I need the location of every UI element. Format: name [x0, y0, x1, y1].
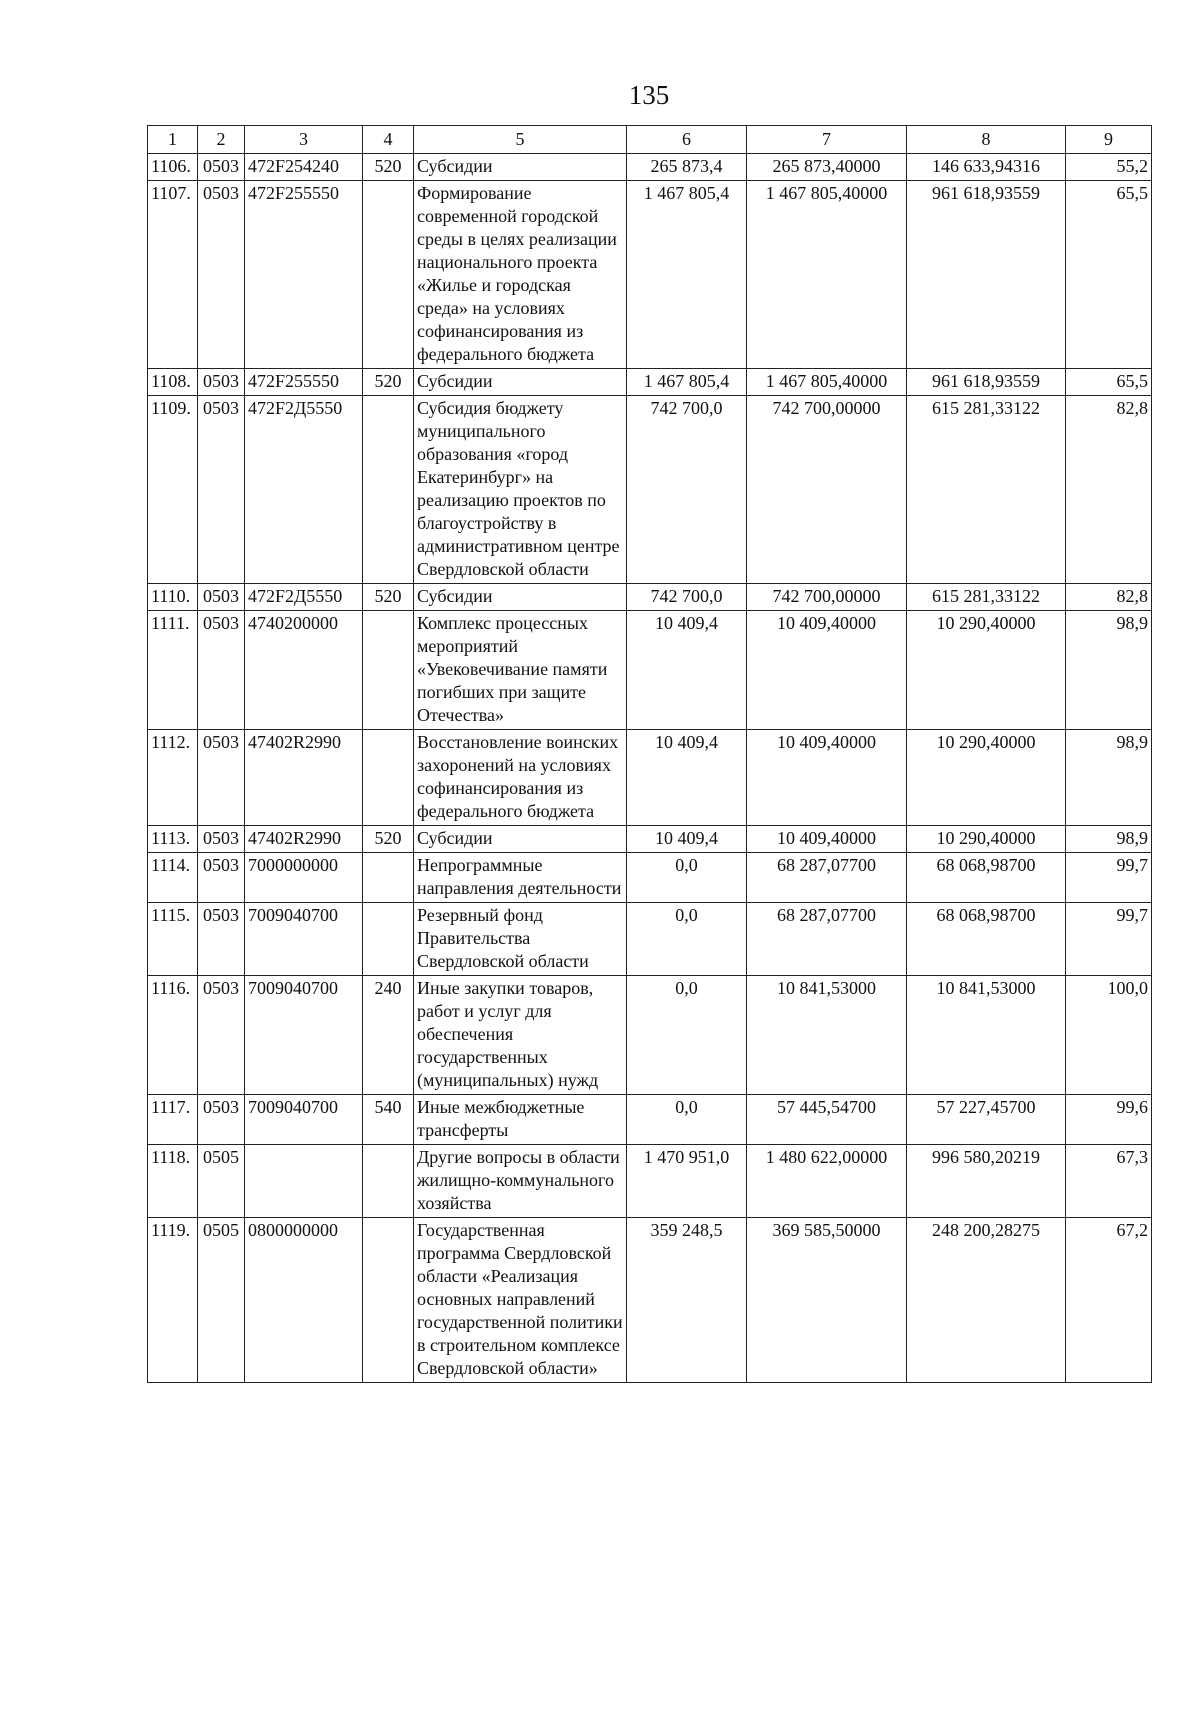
budget-allocation: 1 480 622,00000: [747, 1145, 907, 1218]
approved-amount: 1 470 951,0: [627, 1145, 747, 1218]
row-number: 1117.: [148, 1095, 198, 1145]
executed-amount: 10 290,40000: [907, 826, 1066, 853]
item-name: Комплекс процессных мероприятий «Увековечивание памяти погибших при защите Отечества»: [414, 611, 627, 730]
section-code: 0503: [198, 1095, 245, 1145]
budget-allocation: 57 445,54700: [747, 1095, 907, 1145]
expense-type-code: 520: [363, 826, 414, 853]
expense-type-code: 520: [363, 584, 414, 611]
item-name: Формирование современной городской среды в целях реализации национального проекта «Жилье и городская среда» на условиях софинансирования из федерального бюджета: [414, 181, 627, 369]
target-article-code: 472F2Д5550: [245, 584, 363, 611]
expense-type-code: [363, 853, 414, 903]
approved-amount: 0,0: [627, 976, 747, 1095]
item-name: Государственная программа Свердловской области «Реализация основных направлений государственной политики в строительном комплексе Свердловской области»: [414, 1218, 627, 1383]
approved-amount: 10 409,4: [627, 826, 747, 853]
row-number: 1109.: [148, 396, 198, 584]
table-row: [148, 1218, 1152, 1383]
item-name: Другие вопросы в области жилищно-коммунального хозяйства: [414, 1145, 627, 1218]
section-code: 0503: [198, 903, 245, 976]
approved-amount: 1 467 805,4: [627, 369, 747, 396]
budget-allocation: 10 409,40000: [747, 730, 907, 826]
item-name: Субсидия бюджету муниципального образования «город Екатеринбург» на реализацию проектов по благоустройству в административном центре Свердловской области: [414, 396, 627, 584]
item-name: Непрограммные направления деятельности: [414, 853, 627, 903]
item-name: Восстановление воинских захоронений на условиях софинансирования из федерального бюджета: [414, 730, 627, 826]
execution-percent: 100,0: [1066, 976, 1152, 1095]
budget-table: [147, 125, 1152, 1383]
target-article-code: 47402R2990: [245, 826, 363, 853]
table-row: [148, 1095, 1152, 1145]
executed-amount: 10 290,40000: [907, 611, 1066, 730]
execution-percent: 99,7: [1066, 853, 1152, 903]
executed-amount: 615 281,33122: [907, 396, 1066, 584]
approved-amount: 0,0: [627, 853, 747, 903]
column-header: 2: [198, 126, 245, 154]
section-code: 0505: [198, 1218, 245, 1383]
executed-amount: 961 618,93559: [907, 181, 1066, 369]
table-row: [148, 369, 1152, 396]
row-number: 1113.: [148, 826, 198, 853]
execution-percent: 67,3: [1066, 1145, 1152, 1218]
item-name: Субсидии: [414, 584, 627, 611]
row-number: 1112.: [148, 730, 198, 826]
executed-amount: 10 290,40000: [907, 730, 1066, 826]
expense-type-code: [363, 1218, 414, 1383]
expense-type-code: 540: [363, 1095, 414, 1145]
table-row: [148, 181, 1152, 369]
target-article-code: 472F2Д5550: [245, 396, 363, 584]
expense-type-code: 520: [363, 369, 414, 396]
budget-allocation: 369 585,50000: [747, 1218, 907, 1383]
approved-amount: 10 409,4: [627, 730, 747, 826]
expense-type-code: [363, 1145, 414, 1218]
item-name: Субсидии: [414, 826, 627, 853]
column-header: 4: [363, 126, 414, 154]
expense-type-code: [363, 730, 414, 826]
table-row: [148, 730, 1152, 826]
table-row: [148, 611, 1152, 730]
approved-amount: 742 700,0: [627, 584, 747, 611]
item-name: Иные межбюджетные трансферты: [414, 1095, 627, 1145]
section-code: 0503: [198, 976, 245, 1095]
target-article-code: 4740200000: [245, 611, 363, 730]
section-code: 0503: [198, 396, 245, 584]
table-row: [148, 976, 1152, 1095]
row-number: 1106.: [148, 154, 198, 181]
budget-allocation: 68 287,07700: [747, 853, 907, 903]
budget-allocation: 10 409,40000: [747, 826, 907, 853]
execution-percent: 99,7: [1066, 903, 1152, 976]
row-number: 1119.: [148, 1218, 198, 1383]
execution-percent: 98,9: [1066, 611, 1152, 730]
budget-allocation: 1 467 805,40000: [747, 181, 907, 369]
item-name: Иные закупки товаров, работ и услуг для обеспечения государственных (муниципальных) нужд: [414, 976, 627, 1095]
budget-allocation: 68 287,07700: [747, 903, 907, 976]
column-header: 1: [148, 126, 198, 154]
row-number: 1115.: [148, 903, 198, 976]
expense-type-code: [363, 903, 414, 976]
row-number: 1111.: [148, 611, 198, 730]
section-code: 0503: [198, 730, 245, 826]
section-code: 0503: [198, 369, 245, 396]
executed-amount: 248 200,28275: [907, 1218, 1066, 1383]
executed-amount: 10 841,53000: [907, 976, 1066, 1095]
budget-allocation: 742 700,00000: [747, 396, 907, 584]
target-article-code: 7000000000: [245, 853, 363, 903]
target-article-code: [245, 1145, 363, 1218]
approved-amount: 359 248,5: [627, 1218, 747, 1383]
table-row: [148, 154, 1152, 181]
row-number: 1118.: [148, 1145, 198, 1218]
column-header: 8: [907, 126, 1066, 154]
executed-amount: 615 281,33122: [907, 584, 1066, 611]
execution-percent: 65,5: [1066, 181, 1152, 369]
table-row: [148, 396, 1152, 584]
item-name: Резервный фонд Правительства Свердловской области: [414, 903, 627, 976]
expense-type-code: 240: [363, 976, 414, 1095]
table-body: [148, 154, 1152, 1383]
executed-amount: 146 633,94316: [907, 154, 1066, 181]
page-number: 135: [628, 80, 670, 110]
target-article-code: 7009040700: [245, 976, 363, 1095]
target-article-code: 7009040700: [245, 1095, 363, 1145]
section-code: 0505: [198, 1145, 245, 1218]
section-code: 0503: [198, 181, 245, 369]
section-code: 0503: [198, 611, 245, 730]
table-header-row: [148, 126, 1152, 154]
column-header: 5: [414, 126, 627, 154]
execution-percent: 98,9: [1066, 826, 1152, 853]
section-code: 0503: [198, 853, 245, 903]
expense-type-code: 520: [363, 154, 414, 181]
execution-percent: 65,5: [1066, 369, 1152, 396]
approved-amount: 742 700,0: [627, 396, 747, 584]
approved-amount: 265 873,4: [627, 154, 747, 181]
budget-allocation: 742 700,00000: [747, 584, 907, 611]
executed-amount: 68 068,98700: [907, 853, 1066, 903]
expense-type-code: [363, 181, 414, 369]
approved-amount: 1 467 805,4: [627, 181, 747, 369]
target-article-code: 0800000000: [245, 1218, 363, 1383]
table-row: [148, 903, 1152, 976]
column-header: 9: [1066, 126, 1152, 154]
target-article-code: 47402R2990: [245, 730, 363, 826]
column-header: 3: [245, 126, 363, 154]
table-row: [148, 826, 1152, 853]
expense-type-code: [363, 396, 414, 584]
row-number: 1108.: [148, 369, 198, 396]
table-row: [148, 853, 1152, 903]
execution-percent: 99,6: [1066, 1095, 1152, 1145]
row-number: 1107.: [148, 181, 198, 369]
item-name: Субсидии: [414, 369, 627, 396]
target-article-code: 472F254240: [245, 154, 363, 181]
budget-allocation: 265 873,40000: [747, 154, 907, 181]
approved-amount: 10 409,4: [627, 611, 747, 730]
row-number: 1116.: [148, 976, 198, 1095]
table-row: [148, 1145, 1152, 1218]
row-number: 1110.: [148, 584, 198, 611]
execution-percent: 82,8: [1066, 396, 1152, 584]
budget-allocation: 10 841,53000: [747, 976, 907, 1095]
execution-percent: 55,2: [1066, 154, 1152, 181]
execution-percent: 67,2: [1066, 1218, 1152, 1383]
table-row: [148, 584, 1152, 611]
target-article-code: 7009040700: [245, 903, 363, 976]
item-name: Субсидии: [414, 154, 627, 181]
column-header: 7: [747, 126, 907, 154]
execution-percent: 82,8: [1066, 584, 1152, 611]
section-code: 0503: [198, 154, 245, 181]
row-number: 1114.: [148, 853, 198, 903]
budget-allocation: 10 409,40000: [747, 611, 907, 730]
approved-amount: 0,0: [627, 1095, 747, 1145]
executed-amount: 57 227,45700: [907, 1095, 1066, 1145]
execution-percent: 98,9: [1066, 730, 1152, 826]
section-code: 0503: [198, 584, 245, 611]
executed-amount: 68 068,98700: [907, 903, 1066, 976]
approved-amount: 0,0: [627, 903, 747, 976]
column-header: 6: [627, 126, 747, 154]
budget-allocation: 1 467 805,40000: [747, 369, 907, 396]
target-article-code: 472F255550: [245, 369, 363, 396]
target-article-code: 472F255550: [245, 181, 363, 369]
executed-amount: 961 618,93559: [907, 369, 1066, 396]
expense-type-code: [363, 611, 414, 730]
section-code: 0503: [198, 826, 245, 853]
executed-amount: 996 580,20219: [907, 1145, 1066, 1218]
